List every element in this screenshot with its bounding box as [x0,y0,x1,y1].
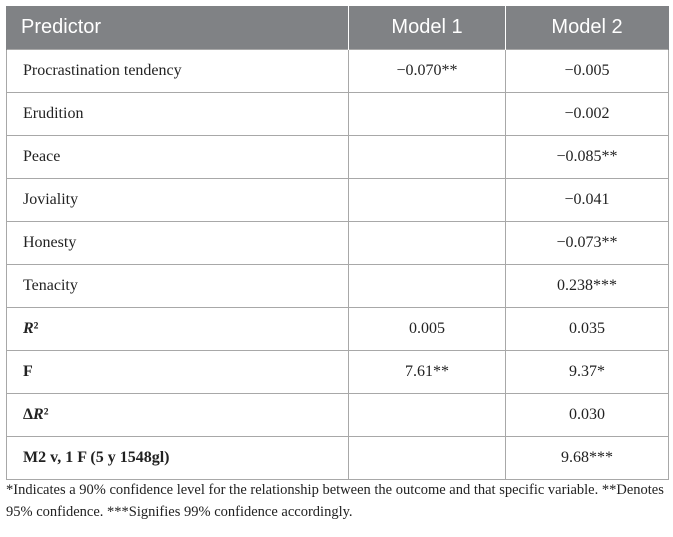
model-2-cell: 9.37* [506,351,669,394]
model-1-cell: 0.005 [349,308,506,351]
predictor-cell: Erudition [7,93,349,136]
model-2-cell: 0.238*** [506,265,669,308]
predictor-cell: M2 v, 1 F (5 y 1548gl) [7,437,349,480]
predictor-cell: ΔR² [7,394,349,437]
table-row [7,136,669,179]
model-2-cell: −0.073** [506,222,669,265]
regression-table [6,6,669,480]
table-row [7,222,669,265]
model-2-cell: −0.085** [506,136,669,179]
header-model-2: Model 2 [506,6,669,50]
table-header-row [7,6,669,50]
model-2-cell: 0.035 [506,308,669,351]
table-row [7,265,669,308]
model-2-cell: −0.005 [506,50,669,93]
model-1-cell [349,222,506,265]
model-1-cell [349,179,506,222]
model-2-cell: −0.041 [506,179,669,222]
predictor-cell: Tenacity [7,265,349,308]
predictor-cell: Procrastination tendency [7,50,349,93]
table-row [7,394,669,437]
model-1-cell [349,265,506,308]
model-1-cell: 7.61** [349,351,506,394]
table-row [7,351,669,394]
predictor-cell: Peace [7,136,349,179]
table-footnote: *Indicates a 90% confidence level for the relationship between the outcome and that specific variable. **Denotes 95% confidence. ***Signifies 99% confidence accordingly. [6,482,664,520]
table-row [7,308,669,351]
table-body [7,50,669,480]
model-1-cell [349,93,506,136]
table-row [7,93,669,136]
model-1-cell [349,437,506,480]
model-2-cell: 9.68*** [506,437,669,480]
table-row [7,179,669,222]
model-1-cell [349,394,506,437]
predictor-cell: Honesty [7,222,349,265]
model-2-cell: −0.002 [506,93,669,136]
table-row [7,437,669,480]
model-2-cell: 0.030 [506,394,669,437]
header-predictor: Predictor [7,6,349,50]
model-1-cell [349,136,506,179]
table-row [7,50,669,93]
predictor-cell: R² [7,308,349,351]
predictor-cell: F [7,351,349,394]
regression-table-container [6,6,668,480]
header-model-1: Model 1 [349,6,506,50]
model-1-cell: −0.070** [349,50,506,93]
predictor-cell: Joviality [7,179,349,222]
